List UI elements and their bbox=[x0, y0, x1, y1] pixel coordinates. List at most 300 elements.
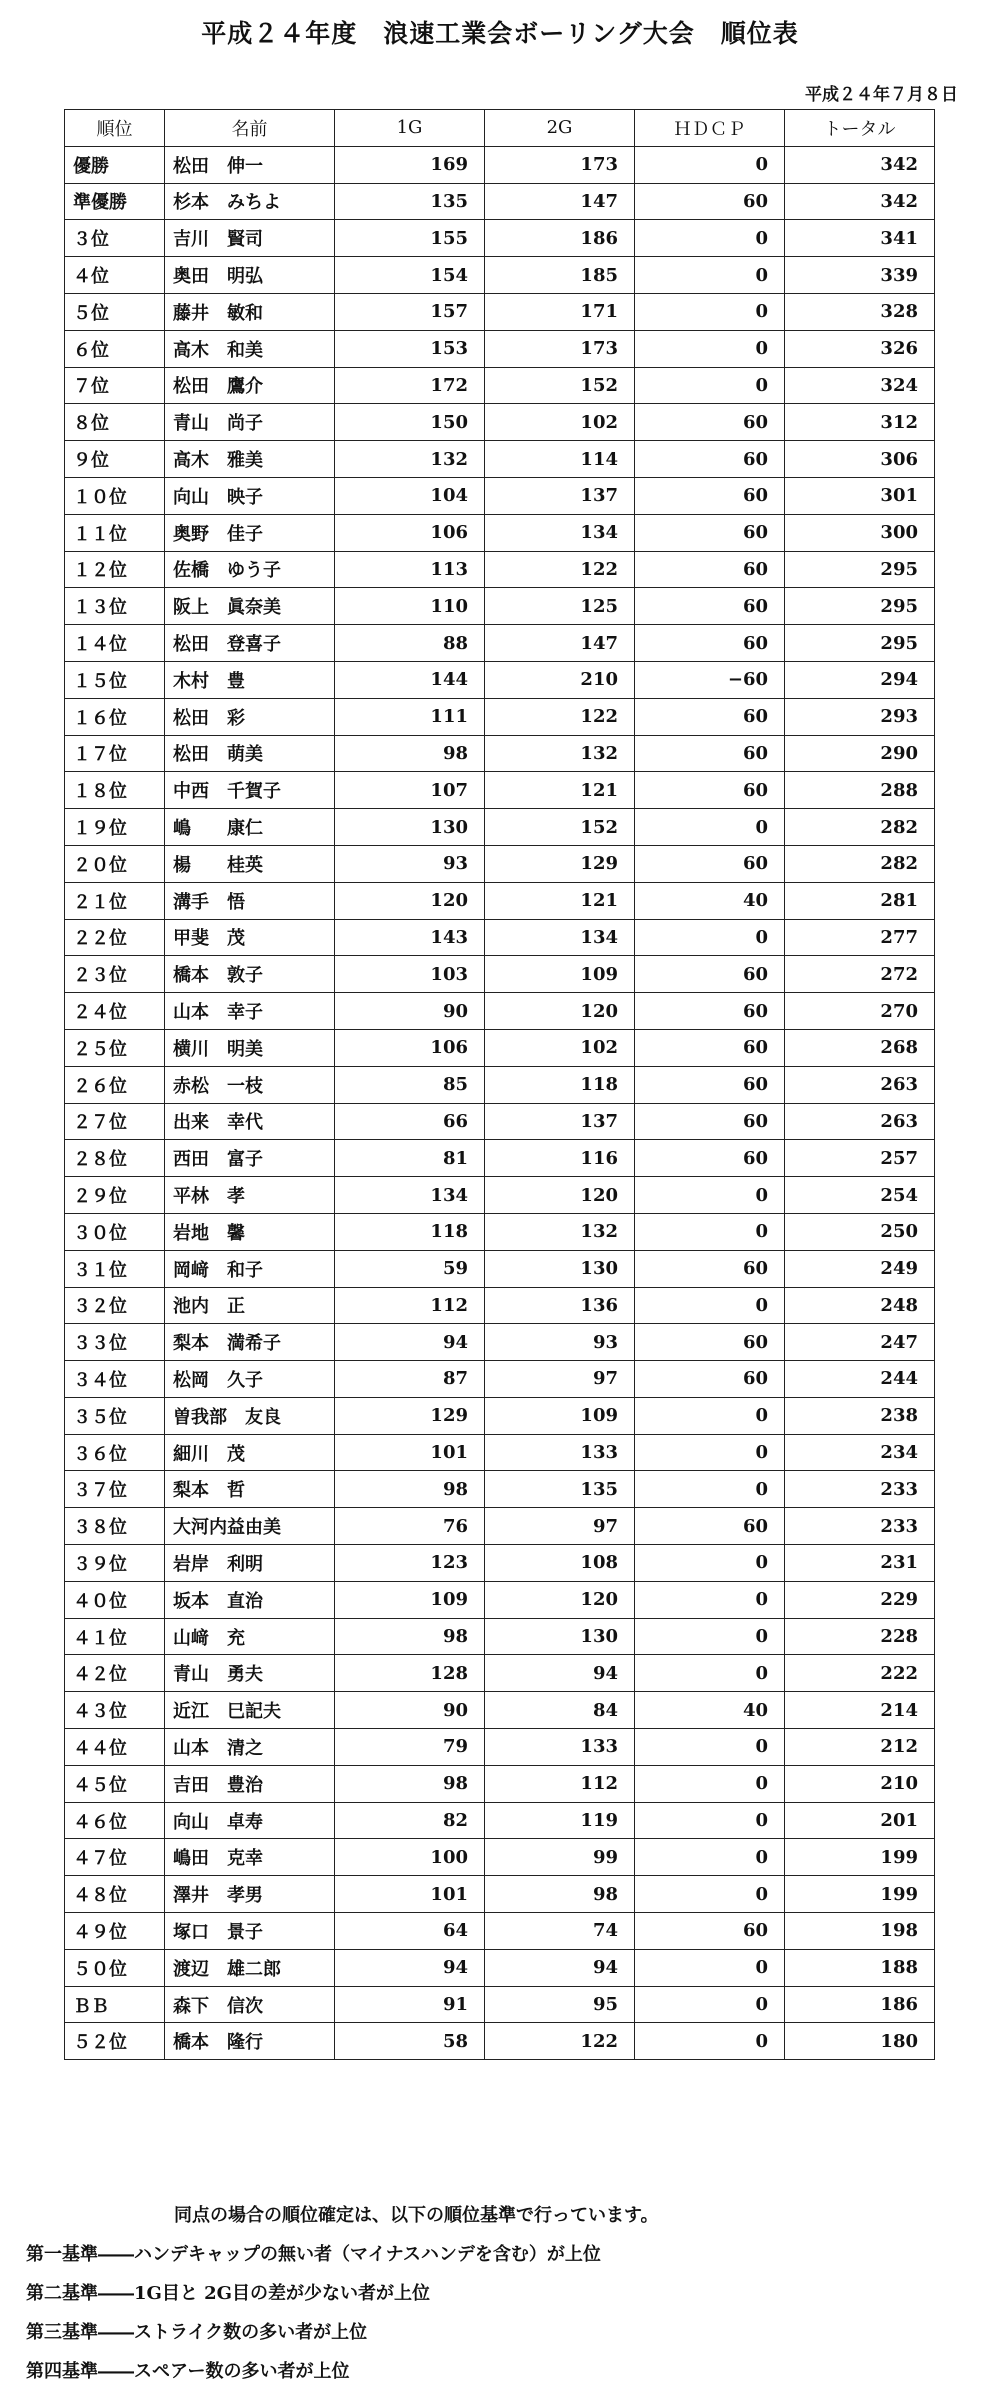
hdcp-cell: 0 bbox=[635, 1581, 785, 1618]
name-cell: 奥田 明弘 bbox=[165, 257, 335, 294]
game1-cell: 150 bbox=[335, 404, 485, 441]
name-cell: 岡﨑 和子 bbox=[165, 1250, 335, 1287]
game1-cell: 88 bbox=[335, 625, 485, 662]
rank-cell: ４３位 bbox=[65, 1692, 165, 1729]
total-cell: 324 bbox=[785, 367, 935, 404]
table-row bbox=[65, 919, 935, 956]
game1-cell: 98 bbox=[335, 735, 485, 772]
hdcp-cell: 60 bbox=[635, 1913, 785, 1950]
game2-cell: 95 bbox=[485, 1986, 635, 2023]
total-cell: 300 bbox=[785, 514, 935, 551]
name-cell: 松田 伸一 bbox=[165, 146, 335, 183]
game1-cell: 90 bbox=[335, 1692, 485, 1729]
game2-cell: 173 bbox=[485, 146, 635, 183]
rank-cell: ９位 bbox=[65, 441, 165, 478]
tiebreak-rule: 第四基準――スペアー数の多い者が上位 bbox=[26, 2361, 350, 2382]
name-cell: 松田 鷹介 bbox=[165, 367, 335, 404]
game1-cell: 103 bbox=[335, 956, 485, 993]
game2-cell: 171 bbox=[485, 293, 635, 330]
rank-cell: １０位 bbox=[65, 477, 165, 514]
total-cell: 288 bbox=[785, 772, 935, 809]
name-cell: 梨本 満希子 bbox=[165, 1324, 335, 1361]
hdcp-cell: 40 bbox=[635, 1692, 785, 1729]
name-cell: 山﨑 充 bbox=[165, 1618, 335, 1655]
rank-cell: ３１位 bbox=[65, 1250, 165, 1287]
total-cell: 312 bbox=[785, 404, 935, 441]
name-cell: 嶋田 克幸 bbox=[165, 1839, 335, 1876]
game2-cell: 118 bbox=[485, 1066, 635, 1103]
hdcp-cell: 0 bbox=[635, 293, 785, 330]
rank-cell: ４０位 bbox=[65, 1581, 165, 1618]
total-cell: 277 bbox=[785, 919, 935, 956]
total-cell: 263 bbox=[785, 1066, 935, 1103]
hdcp-cell: 60 bbox=[635, 1508, 785, 1545]
rank-cell: ４８位 bbox=[65, 1876, 165, 1913]
table-row bbox=[65, 1876, 935, 1913]
game2-cell: 116 bbox=[485, 1140, 635, 1177]
table-row bbox=[65, 1839, 935, 1876]
rank-cell: ４１位 bbox=[65, 1618, 165, 1655]
hdcp-cell: 60 bbox=[635, 404, 785, 441]
game1-cell: 123 bbox=[335, 1545, 485, 1582]
table-row bbox=[65, 1361, 935, 1398]
game2-cell: 132 bbox=[485, 1213, 635, 1250]
rank-cell: 優勝 bbox=[65, 146, 165, 183]
name-cell: 高木 雅美 bbox=[165, 441, 335, 478]
game1-cell: 90 bbox=[335, 993, 485, 1030]
game1-cell: 120 bbox=[335, 882, 485, 919]
game2-cell: 120 bbox=[485, 1581, 635, 1618]
rank-cell: ３０位 bbox=[65, 1213, 165, 1250]
game2-cell: 74 bbox=[485, 1913, 635, 1950]
results-body bbox=[65, 146, 935, 2059]
name-cell: 横川 明美 bbox=[165, 1029, 335, 1066]
game1-cell: 155 bbox=[335, 220, 485, 257]
rank-cell: ３３位 bbox=[65, 1324, 165, 1361]
table-row bbox=[65, 698, 935, 735]
game2-cell: 173 bbox=[485, 330, 635, 367]
hdcp-cell: 40 bbox=[635, 882, 785, 919]
header-name: 名前 bbox=[165, 110, 335, 147]
total-cell: 229 bbox=[785, 1581, 935, 1618]
game2-cell: 102 bbox=[485, 1029, 635, 1066]
hdcp-cell: 60 bbox=[635, 735, 785, 772]
hdcp-cell: 60 bbox=[635, 1066, 785, 1103]
rank-cell: １１位 bbox=[65, 514, 165, 551]
table-row bbox=[65, 1471, 935, 1508]
rank-cell: ２５位 bbox=[65, 1029, 165, 1066]
game1-cell: 157 bbox=[335, 293, 485, 330]
hdcp-cell: 0 bbox=[635, 1802, 785, 1839]
total-cell: 234 bbox=[785, 1434, 935, 1471]
table-row bbox=[65, 845, 935, 882]
total-cell: 263 bbox=[785, 1103, 935, 1140]
game2-cell: 97 bbox=[485, 1361, 635, 1398]
table-row bbox=[65, 367, 935, 404]
hdcp-cell: 60 bbox=[635, 625, 785, 662]
name-cell: 松岡 久子 bbox=[165, 1361, 335, 1398]
table-row bbox=[65, 1177, 935, 1214]
game1-cell: 93 bbox=[335, 845, 485, 882]
game1-cell: 109 bbox=[335, 1581, 485, 1618]
game1-cell: 134 bbox=[335, 1177, 485, 1214]
game1-cell: 87 bbox=[335, 1361, 485, 1398]
table-row bbox=[65, 1729, 935, 1766]
game2-cell: 135 bbox=[485, 1471, 635, 1508]
rank-cell: ６位 bbox=[65, 330, 165, 367]
total-cell: 342 bbox=[785, 146, 935, 183]
rank-cell: ２４位 bbox=[65, 993, 165, 1030]
name-cell: 高木 和美 bbox=[165, 330, 335, 367]
name-cell: 大河内益由美 bbox=[165, 1508, 335, 1545]
total-cell: 306 bbox=[785, 441, 935, 478]
total-cell: 188 bbox=[785, 1949, 935, 1986]
name-cell: 橋本 隆行 bbox=[165, 2023, 335, 2060]
table-header-row bbox=[65, 110, 935, 147]
table-row bbox=[65, 1545, 935, 1582]
hdcp-cell: 0 bbox=[635, 1618, 785, 1655]
total-cell: 270 bbox=[785, 993, 935, 1030]
game2-cell: 134 bbox=[485, 919, 635, 956]
name-cell: 藤井 敏和 bbox=[165, 293, 335, 330]
table-row bbox=[65, 1397, 935, 1434]
table-row bbox=[65, 735, 935, 772]
game2-cell: 133 bbox=[485, 1434, 635, 1471]
rank-cell: ３位 bbox=[65, 220, 165, 257]
hdcp-cell: 0 bbox=[635, 919, 785, 956]
hdcp-cell: 60 bbox=[635, 551, 785, 588]
table-row bbox=[65, 1250, 935, 1287]
rank-cell: ３６位 bbox=[65, 1434, 165, 1471]
rank-cell: ３５位 bbox=[65, 1397, 165, 1434]
table-row bbox=[65, 1434, 935, 1471]
game1-cell: 144 bbox=[335, 661, 485, 698]
hdcp-cell: 0 bbox=[635, 1729, 785, 1766]
table-row bbox=[65, 1581, 935, 1618]
rank-cell: ２０位 bbox=[65, 845, 165, 882]
name-cell: 池内 正 bbox=[165, 1287, 335, 1324]
total-cell: 233 bbox=[785, 1471, 935, 1508]
game1-cell: 129 bbox=[335, 1397, 485, 1434]
game2-cell: 129 bbox=[485, 845, 635, 882]
game2-cell: 93 bbox=[485, 1324, 635, 1361]
table-row bbox=[65, 1287, 935, 1324]
name-cell: 向山 映子 bbox=[165, 477, 335, 514]
rank-cell: ３８位 bbox=[65, 1508, 165, 1545]
game1-cell: 107 bbox=[335, 772, 485, 809]
total-cell: 249 bbox=[785, 1250, 935, 1287]
game1-cell: 104 bbox=[335, 477, 485, 514]
rank-cell: ４４位 bbox=[65, 1729, 165, 1766]
hdcp-cell: 0 bbox=[635, 1839, 785, 1876]
game2-cell: 122 bbox=[485, 2023, 635, 2060]
game2-cell: 109 bbox=[485, 1397, 635, 1434]
total-cell: 328 bbox=[785, 293, 935, 330]
game2-cell: 210 bbox=[485, 661, 635, 698]
hdcp-cell: 60 bbox=[635, 1324, 785, 1361]
game2-cell: 102 bbox=[485, 404, 635, 441]
total-cell: 233 bbox=[785, 1508, 935, 1545]
rank-cell: ２７位 bbox=[65, 1103, 165, 1140]
game1-cell: 101 bbox=[335, 1434, 485, 1471]
hdcp-cell: 0 bbox=[635, 1397, 785, 1434]
hdcp-cell: 0 bbox=[635, 1471, 785, 1508]
table-row bbox=[65, 1765, 935, 1802]
game2-cell: 84 bbox=[485, 1692, 635, 1729]
name-cell: 梨本 哲 bbox=[165, 1471, 335, 1508]
game1-cell: 118 bbox=[335, 1213, 485, 1250]
hdcp-cell: 60 bbox=[635, 514, 785, 551]
event-date: 平成２４年７月８日 bbox=[805, 85, 958, 105]
game2-cell: 137 bbox=[485, 1103, 635, 1140]
total-cell: 231 bbox=[785, 1545, 935, 1582]
header-game1: 1G bbox=[335, 110, 485, 147]
table-row bbox=[65, 441, 935, 478]
game2-cell: 185 bbox=[485, 257, 635, 294]
game2-cell: 121 bbox=[485, 772, 635, 809]
game2-cell: 125 bbox=[485, 588, 635, 625]
table-row bbox=[65, 1949, 935, 1986]
table-row bbox=[65, 661, 935, 698]
game2-cell: 130 bbox=[485, 1250, 635, 1287]
game2-cell: 147 bbox=[485, 625, 635, 662]
game2-cell: 94 bbox=[485, 1655, 635, 1692]
name-cell: 青山 尚子 bbox=[165, 404, 335, 441]
hdcp-cell: 0 bbox=[635, 1655, 785, 1692]
total-cell: 257 bbox=[785, 1140, 935, 1177]
page-title: 平成２４年度 浪速工業会ボーリング大会 順位表 bbox=[201, 19, 799, 48]
tiebreak-rule: 第一基準――ハンデキャップの無い者（マイナスハンデを含む）が上位 bbox=[26, 2244, 601, 2265]
table-row bbox=[65, 1066, 935, 1103]
total-cell: 199 bbox=[785, 1839, 935, 1876]
name-cell: 近江 巳記夫 bbox=[165, 1692, 335, 1729]
hdcp-cell: 60 bbox=[635, 588, 785, 625]
total-cell: 254 bbox=[785, 1177, 935, 1214]
total-cell: 238 bbox=[785, 1397, 935, 1434]
table-row bbox=[65, 1213, 935, 1250]
game1-cell: 100 bbox=[335, 1839, 485, 1876]
rank-cell: ３７位 bbox=[65, 1471, 165, 1508]
rank-cell: ４６位 bbox=[65, 1802, 165, 1839]
game2-cell: 137 bbox=[485, 477, 635, 514]
name-cell: 山本 清之 bbox=[165, 1729, 335, 1766]
name-cell: 松田 萌美 bbox=[165, 735, 335, 772]
name-cell: 吉田 豊治 bbox=[165, 1765, 335, 1802]
game2-cell: 186 bbox=[485, 220, 635, 257]
total-cell: 212 bbox=[785, 1729, 935, 1766]
total-cell: 341 bbox=[785, 220, 935, 257]
hdcp-cell: 60 bbox=[635, 441, 785, 478]
game2-cell: 130 bbox=[485, 1618, 635, 1655]
game1-cell: 153 bbox=[335, 330, 485, 367]
name-cell: 平林 孝 bbox=[165, 1177, 335, 1214]
total-cell: 342 bbox=[785, 183, 935, 220]
total-cell: 290 bbox=[785, 735, 935, 772]
hdcp-cell: 0 bbox=[635, 1876, 785, 1913]
total-cell: 301 bbox=[785, 477, 935, 514]
game2-cell: 120 bbox=[485, 1177, 635, 1214]
hdcp-cell: 0 bbox=[635, 1765, 785, 1802]
game1-cell: 94 bbox=[335, 1324, 485, 1361]
game1-cell: 91 bbox=[335, 1986, 485, 2023]
hdcp-cell: 0 bbox=[635, 809, 785, 846]
game2-cell: 133 bbox=[485, 1729, 635, 1766]
name-cell: 岩岸 利明 bbox=[165, 1545, 335, 1582]
game1-cell: 112 bbox=[335, 1287, 485, 1324]
total-cell: 268 bbox=[785, 1029, 935, 1066]
table-row bbox=[65, 993, 935, 1030]
rank-cell: ２１位 bbox=[65, 882, 165, 919]
name-cell: 溝手 悟 bbox=[165, 882, 335, 919]
rank-cell: ４５位 bbox=[65, 1765, 165, 1802]
game1-cell: 76 bbox=[335, 1508, 485, 1545]
total-cell: 210 bbox=[785, 1765, 935, 1802]
total-cell: 295 bbox=[785, 551, 935, 588]
rank-cell: ２９位 bbox=[65, 1177, 165, 1214]
table-row bbox=[65, 293, 935, 330]
rank-cell: ７位 bbox=[65, 367, 165, 404]
table-row bbox=[65, 1508, 935, 1545]
rank-cell: ２６位 bbox=[65, 1066, 165, 1103]
name-cell: 曽我部 友良 bbox=[165, 1397, 335, 1434]
game2-cell: 99 bbox=[485, 1839, 635, 1876]
game1-cell: 169 bbox=[335, 146, 485, 183]
rank-cell: ５２位 bbox=[65, 2023, 165, 2060]
hdcp-cell: 60 bbox=[635, 1029, 785, 1066]
game1-cell: 106 bbox=[335, 1029, 485, 1066]
game1-cell: 59 bbox=[335, 1250, 485, 1287]
table-row bbox=[65, 956, 935, 993]
table-row bbox=[65, 1913, 935, 1950]
game1-cell: 98 bbox=[335, 1765, 485, 1802]
game1-cell: 106 bbox=[335, 514, 485, 551]
hdcp-cell: 0 bbox=[635, 2023, 785, 2060]
rank-cell: ＢＢ bbox=[65, 1986, 165, 2023]
game2-cell: 94 bbox=[485, 1949, 635, 1986]
table-row bbox=[65, 1655, 935, 1692]
rank-cell: ５０位 bbox=[65, 1949, 165, 1986]
hdcp-cell: 60 bbox=[635, 1103, 785, 1140]
rank-cell: １７位 bbox=[65, 735, 165, 772]
rank-cell: ３９位 bbox=[65, 1545, 165, 1582]
total-cell: 272 bbox=[785, 956, 935, 993]
name-cell: 嶋 康仁 bbox=[165, 809, 335, 846]
name-cell: 岩地 馨 bbox=[165, 1213, 335, 1250]
hdcp-cell: −60 bbox=[635, 661, 785, 698]
name-cell: 塚口 景子 bbox=[165, 1913, 335, 1950]
hdcp-cell: 60 bbox=[635, 183, 785, 220]
hdcp-cell: 60 bbox=[635, 1250, 785, 1287]
name-cell: 青山 勇夫 bbox=[165, 1655, 335, 1692]
rank-cell: ２２位 bbox=[65, 919, 165, 956]
game1-cell: 98 bbox=[335, 1618, 485, 1655]
name-cell: 西田 富子 bbox=[165, 1140, 335, 1177]
table-row bbox=[65, 330, 935, 367]
game2-cell: 122 bbox=[485, 551, 635, 588]
name-cell: 森下 信次 bbox=[165, 1986, 335, 2023]
table-row bbox=[65, 220, 935, 257]
name-cell: 奥野 佳子 bbox=[165, 514, 335, 551]
total-cell: 199 bbox=[785, 1876, 935, 1913]
game1-cell: 94 bbox=[335, 1949, 485, 1986]
name-cell: 細川 茂 bbox=[165, 1434, 335, 1471]
name-cell: 赤松 一枝 bbox=[165, 1066, 335, 1103]
table-row bbox=[65, 882, 935, 919]
total-cell: 228 bbox=[785, 1618, 935, 1655]
table-row bbox=[65, 514, 935, 551]
game2-cell: 122 bbox=[485, 698, 635, 735]
table-row bbox=[65, 257, 935, 294]
hdcp-cell: 0 bbox=[635, 330, 785, 367]
total-cell: 295 bbox=[785, 588, 935, 625]
rank-cell: ４位 bbox=[65, 257, 165, 294]
name-cell: 木村 豊 bbox=[165, 661, 335, 698]
total-cell: 222 bbox=[785, 1655, 935, 1692]
hdcp-cell: 60 bbox=[635, 845, 785, 882]
total-cell: 295 bbox=[785, 625, 935, 662]
game1-cell: 98 bbox=[335, 1471, 485, 1508]
hdcp-cell: 0 bbox=[635, 1287, 785, 1324]
rank-cell: １８位 bbox=[65, 772, 165, 809]
game1-cell: 172 bbox=[335, 367, 485, 404]
hdcp-cell: 60 bbox=[635, 698, 785, 735]
total-cell: 339 bbox=[785, 257, 935, 294]
name-cell: 甲斐 茂 bbox=[165, 919, 335, 956]
game1-cell: 85 bbox=[335, 1066, 485, 1103]
table-row bbox=[65, 183, 935, 220]
rank-cell: １４位 bbox=[65, 625, 165, 662]
rank-cell: 準優勝 bbox=[65, 183, 165, 220]
name-cell: 中西 千賀子 bbox=[165, 772, 335, 809]
rank-cell: １６位 bbox=[65, 698, 165, 735]
game1-cell: 81 bbox=[335, 1140, 485, 1177]
total-cell: 250 bbox=[785, 1213, 935, 1250]
rank-cell: ３２位 bbox=[65, 1287, 165, 1324]
game1-cell: 110 bbox=[335, 588, 485, 625]
total-cell: 247 bbox=[785, 1324, 935, 1361]
game2-cell: 152 bbox=[485, 809, 635, 846]
total-cell: 201 bbox=[785, 1802, 935, 1839]
table-row bbox=[65, 625, 935, 662]
table-row bbox=[65, 551, 935, 588]
game1-cell: 128 bbox=[335, 1655, 485, 1692]
tiebreak-intro: 同点の場合の順位確定は、以下の順位基準で行っています。 bbox=[174, 2205, 659, 2226]
name-cell: 阪上 眞奈美 bbox=[165, 588, 335, 625]
total-cell: 281 bbox=[785, 882, 935, 919]
hdcp-cell: 0 bbox=[635, 1177, 785, 1214]
game1-cell: 113 bbox=[335, 551, 485, 588]
total-cell: 294 bbox=[785, 661, 935, 698]
name-cell: 渡辺 雄二郎 bbox=[165, 1949, 335, 1986]
hdcp-cell: 0 bbox=[635, 146, 785, 183]
hdcp-cell: 0 bbox=[635, 1545, 785, 1582]
header-rank: 順位 bbox=[65, 110, 165, 147]
hdcp-cell: 0 bbox=[635, 1213, 785, 1250]
table-row bbox=[65, 1986, 935, 2023]
rank-cell: ４２位 bbox=[65, 1655, 165, 1692]
header-total: トータル bbox=[785, 110, 935, 147]
game1-cell: 143 bbox=[335, 919, 485, 956]
name-cell: 出来 幸代 bbox=[165, 1103, 335, 1140]
hdcp-cell: 0 bbox=[635, 1986, 785, 2023]
game1-cell: 135 bbox=[335, 183, 485, 220]
name-cell: 佐橋 ゆう子 bbox=[165, 551, 335, 588]
total-cell: 248 bbox=[785, 1287, 935, 1324]
hdcp-cell: 60 bbox=[635, 993, 785, 1030]
game1-cell: 64 bbox=[335, 1913, 485, 1950]
rank-cell: ２８位 bbox=[65, 1140, 165, 1177]
table-row bbox=[65, 477, 935, 514]
